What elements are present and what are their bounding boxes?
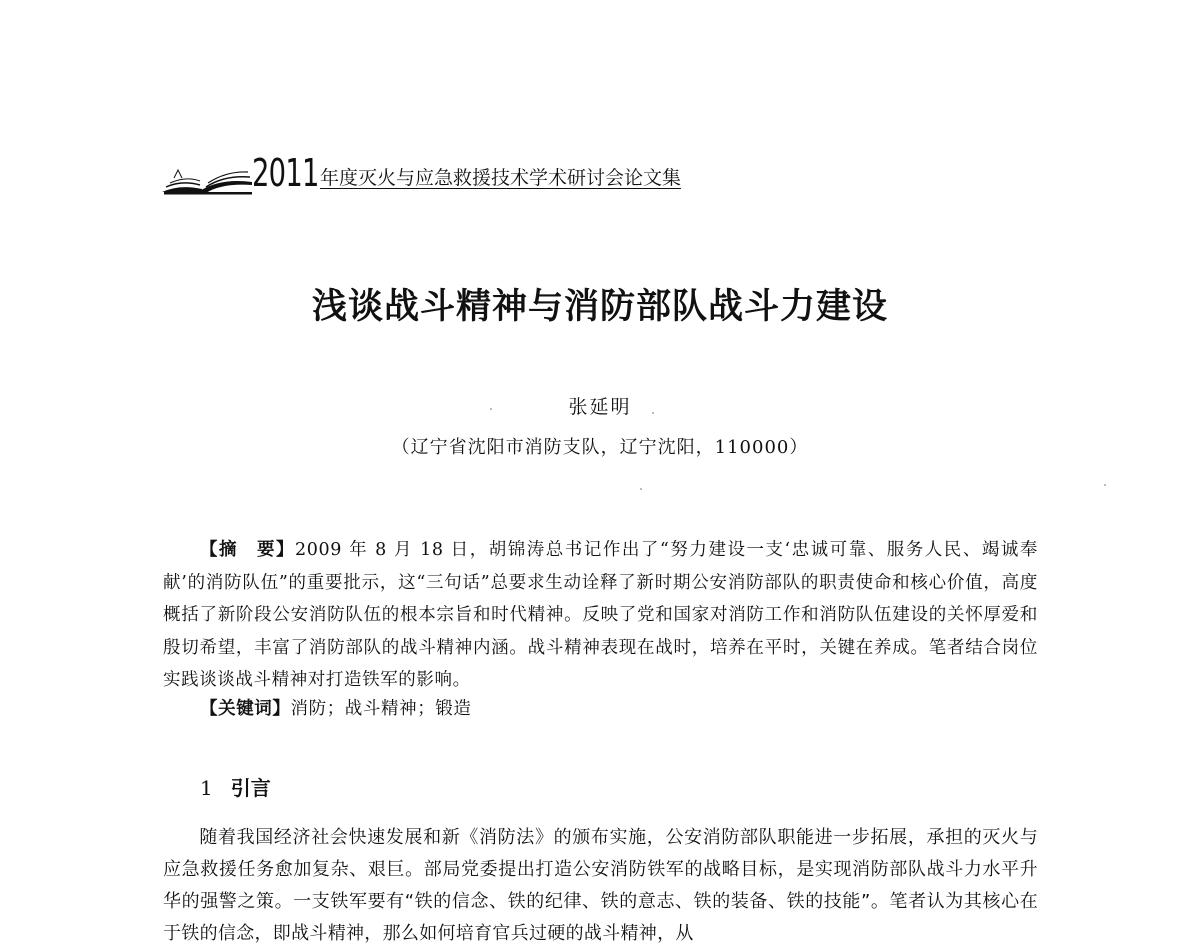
author-affiliation: （辽宁省沈阳市消防支队，辽宁沈阳，110000） bbox=[391, 437, 809, 458]
proceedings-header bbox=[160, 150, 760, 200]
keywords-line bbox=[200, 694, 472, 724]
scan-speck bbox=[1104, 484, 1106, 486]
scan-speck bbox=[640, 488, 642, 490]
proceedings-series-title: 年度灭火与应急救援技术学术研讨会论文集 bbox=[320, 167, 682, 189]
section-title: 引言 bbox=[230, 776, 271, 800]
author-name: 张延明 bbox=[568, 396, 632, 418]
keywords-label: 【关键词】 bbox=[200, 699, 291, 719]
abstract-text: 2009 年 8 月 18 日，胡锦涛总书记作出了“努力建设一支‘忠诚可靠、服务人民、竭诚奉献’的消防队伍”的重要批示，这“三句话”总要求生动诠释了新时期公安消防部队的职责使命和核心价值，高度概括了新阶段公安消防队伍的根本宗旨和时代精神。反映了党和国家对消防工作和消防队伍建设的关怀厚爱和殷切希望，丰富了消防部队的战斗精神内涵。战斗精神表现在战时，培养在平时，关键在养成。笔者结合岗位实践谈谈战斗精神对打造铁军的影响。 bbox=[163, 540, 1039, 690]
keywords-text: 消防；战斗精神；锻造 bbox=[290, 699, 472, 719]
abstract-label: 【摘 要】 bbox=[199, 540, 296, 560]
body-paragraph bbox=[163, 822, 1038, 950]
open-book-logo-icon bbox=[160, 156, 255, 196]
section-heading bbox=[200, 773, 271, 803]
paper-title: 浅谈战斗精神与消防部队战斗力建设 bbox=[311, 286, 888, 327]
section-number: 1 bbox=[200, 776, 213, 800]
abstract-paragraph bbox=[163, 534, 1038, 697]
proceedings-year: 2011 bbox=[252, 151, 319, 195]
scan-speck bbox=[490, 408, 492, 410]
scan-speck bbox=[652, 412, 654, 414]
body-paragraph-text: 随着我国经济社会快速发展和新《消防法》的颁布实施，公安消防部队职能进一步拓展，承担的灭火与应急救援任务愈加复杂、艰巨。部局党委提出打造公安消防铁军的战略目标，是实现消防部队战斗力水平升华的强警之策。一支铁军要有“铁的信念、铁的纪律、铁的意志、铁的装备、铁的技能”。笔者认为其核心在于铁的信念，即战斗精神，那么如何培育官兵过硬的战斗精神，从 bbox=[163, 827, 1038, 944]
